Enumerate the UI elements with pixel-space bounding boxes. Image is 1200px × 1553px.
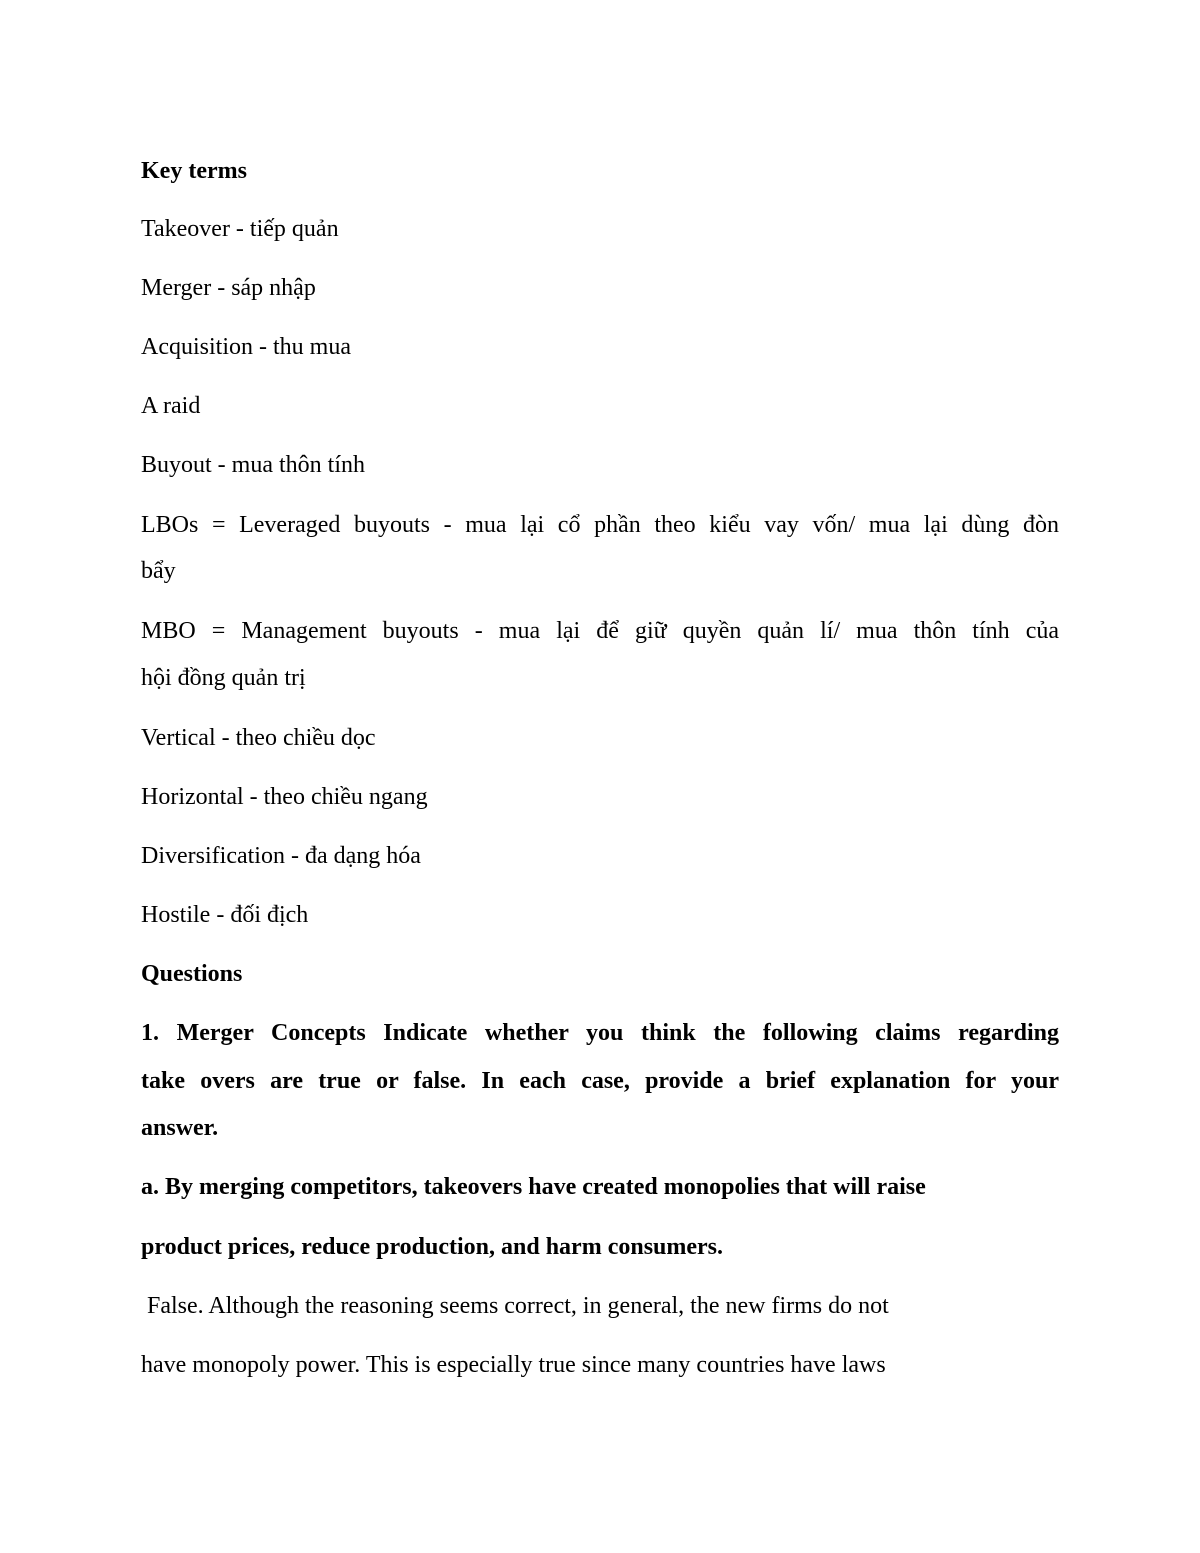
term-acquisition: Acquisition - thu mua	[141, 334, 351, 360]
term-vertical: Vertical - theo chiều dọc	[141, 725, 376, 751]
term-horizontal: Horizontal - theo chiều ngang	[141, 784, 428, 810]
term-lbo-line1: LBOs = Leveraged buyouts - mua lại cổ phần theo kiểu vay vốn/ mua lại dùng đòn	[141, 512, 1059, 538]
term-mbo-line1: MBO = Management buyouts - mua lại để giữ quyền quản lí/ mua thôn tính của	[141, 618, 1059, 644]
question1-line3: answer.	[141, 1115, 219, 1141]
term-buyout: Buyout - mua thôn tính	[141, 452, 365, 478]
heading-questions: Questions	[141, 961, 243, 987]
question1-line1: 1. Merger Concepts Indicate whether you think the following claims regarding	[141, 1020, 1059, 1046]
term-merger: Merger - sáp nhập	[141, 275, 316, 301]
term-diversification: Diversification - đa dạng hóa	[141, 843, 421, 869]
term-hostile: Hostile - đối địch	[141, 902, 309, 928]
term-raid: A raid	[141, 393, 201, 419]
term-mbo-line2: hội đồng quản trị	[141, 665, 306, 691]
heading-key-terms: Key terms	[141, 158, 247, 184]
question1-line2: take overs are true or false. In each case, provide a brief explanation for your	[141, 1068, 1059, 1094]
question1a-line2: product prices, reduce production, and harm consumers.	[141, 1234, 724, 1260]
term-lbo-line2: bẩy	[141, 558, 176, 584]
question1a-line1: a. By merging competitors, takeovers have created monopolies that will raise	[141, 1174, 926, 1200]
answer1a-line2: have monopoly power. This is especially true since many countries have laws	[141, 1352, 886, 1378]
answer1a-line1: False. Although the reasoning seems correct, in general, the new firms do not	[141, 1293, 889, 1319]
term-takeover: Takeover - tiếp quản	[141, 216, 339, 242]
